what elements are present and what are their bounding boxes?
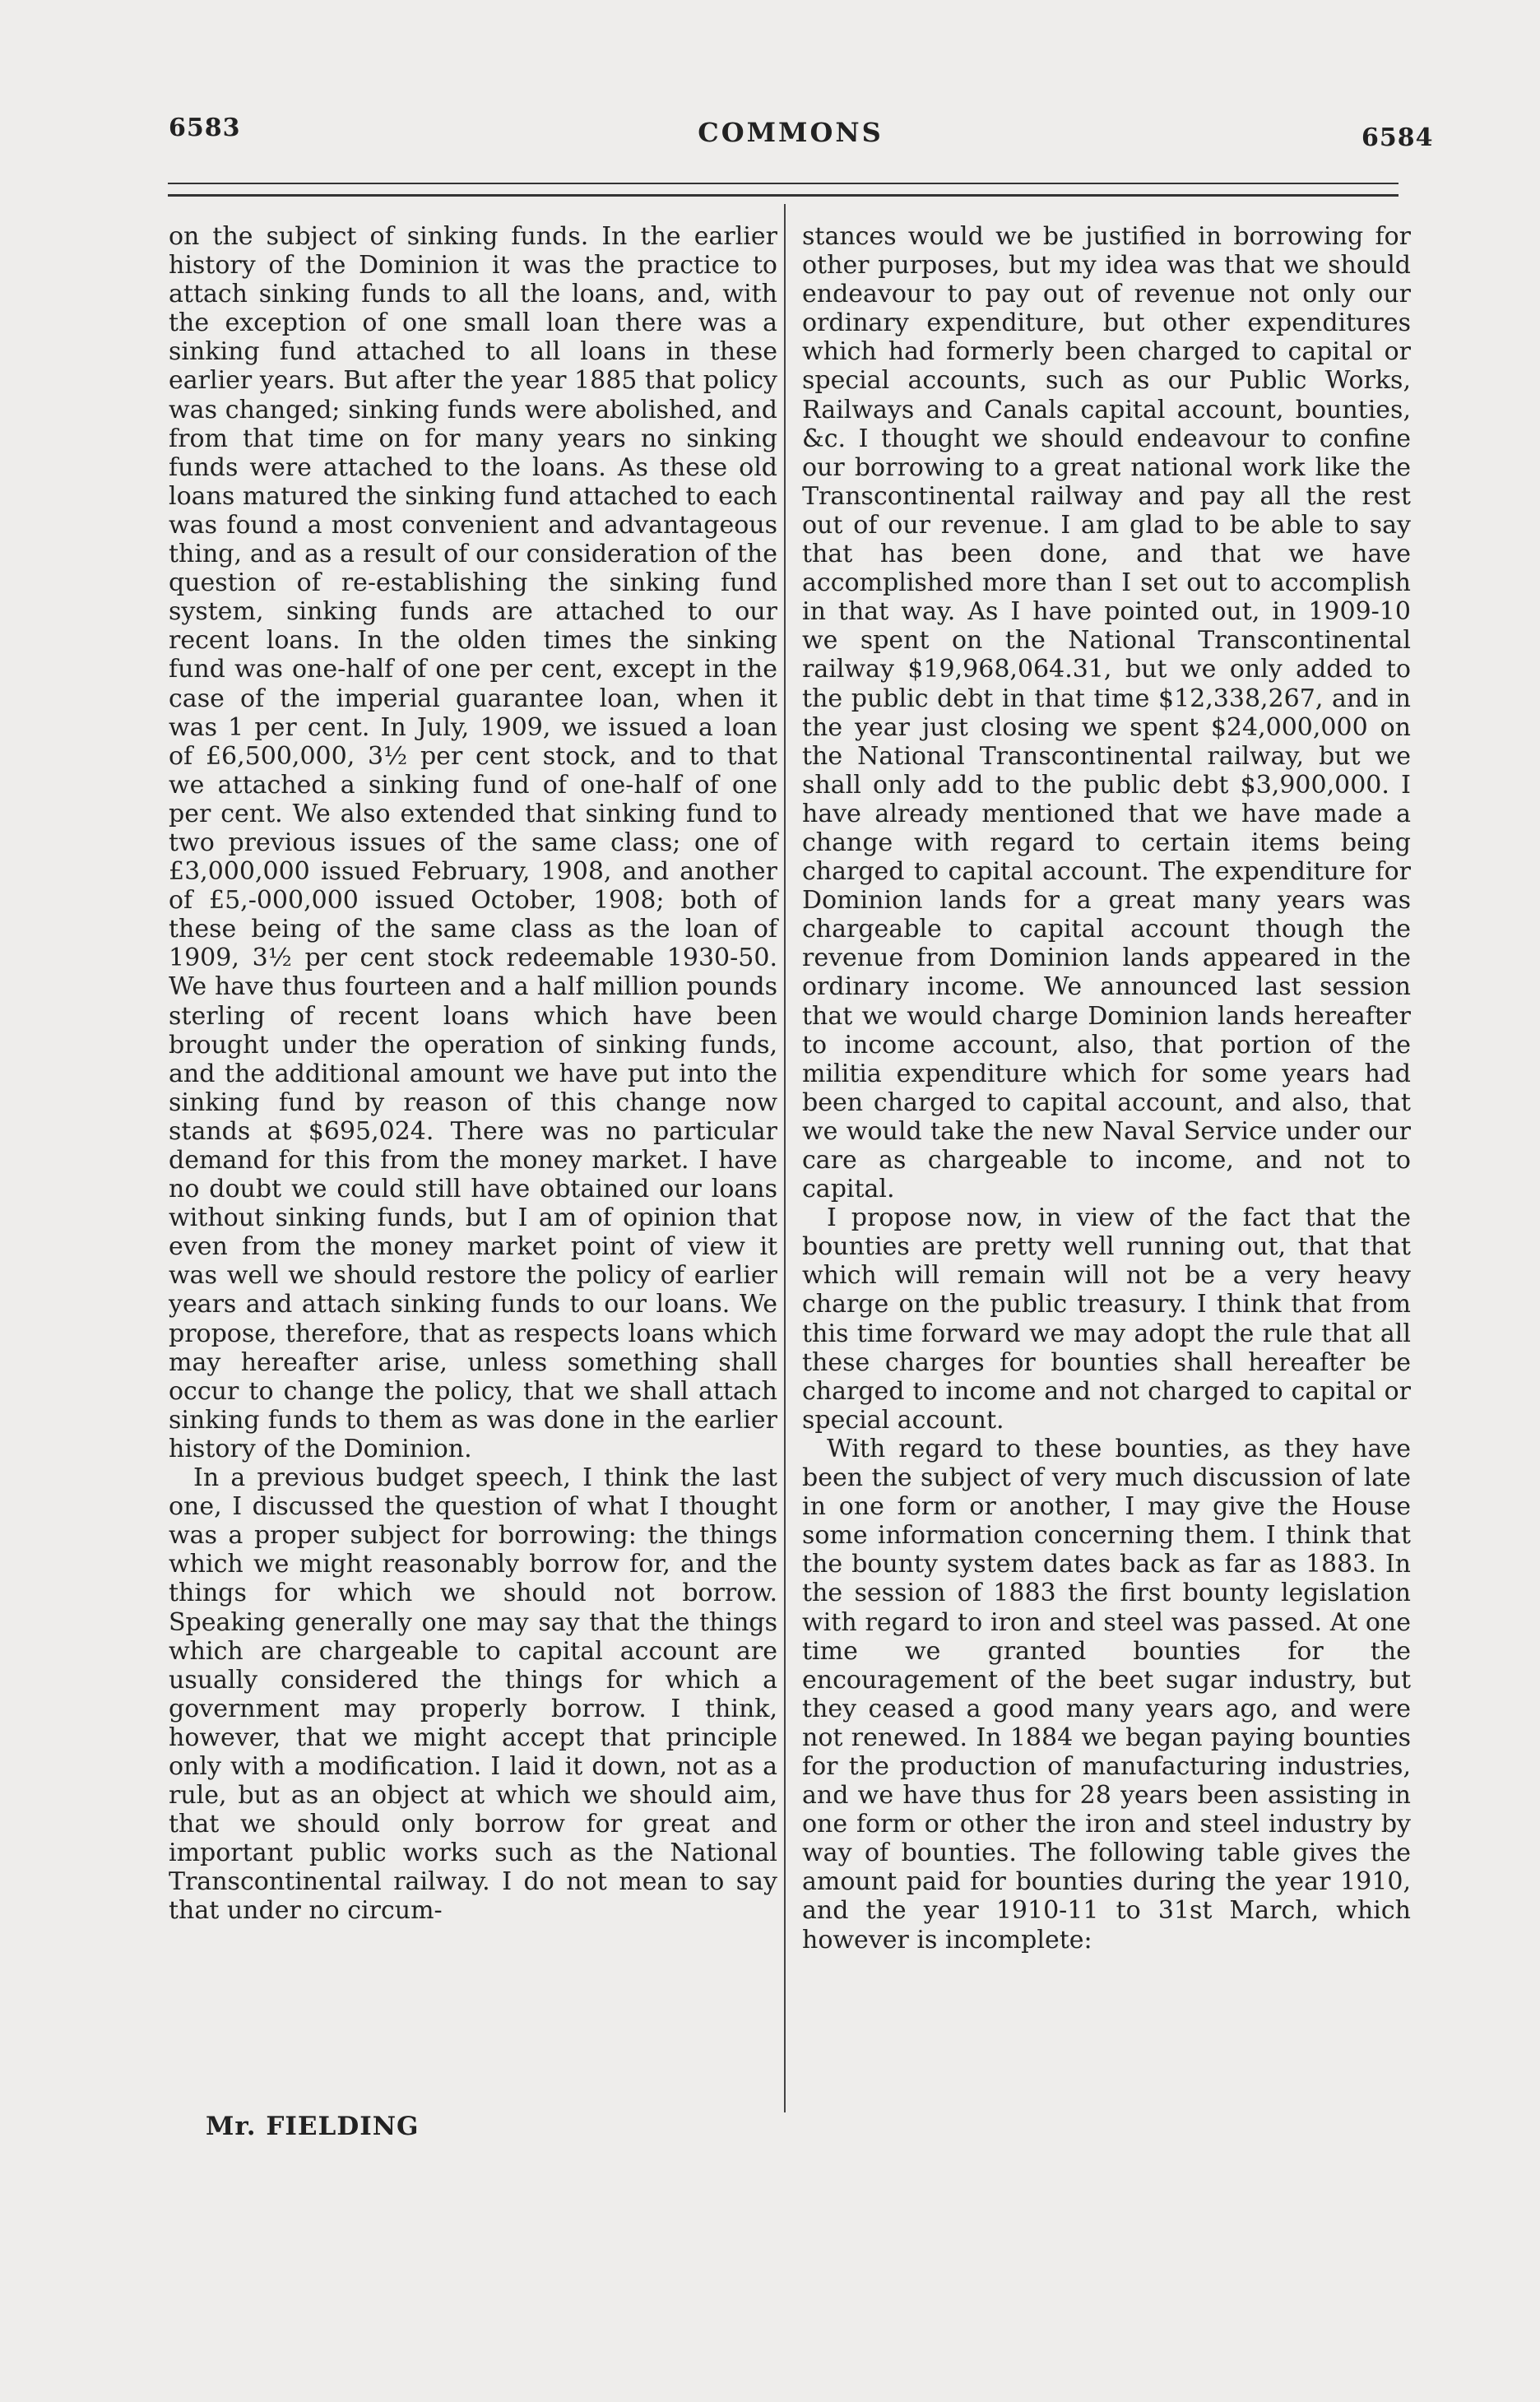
speaker-name: Mr. FIELDING bbox=[206, 2112, 420, 2141]
right-column bbox=[802, 222, 1411, 1955]
left-paragraph-1: on the subject of sinking funds. In the earlier history of the Dominion it was the practice to attach sinking funds to all the loans, and, with the exception of one small loan there was a sinking fund attached to all loans in these earlier years. But after the year 1885 that policy was changed; sinking funds were abolished, and from that time on for many years no sinking funds were attached to the loans. As these old loans matured the sinking fund attached to each was found a most convenient and advantageous thing, and as a result of our consideration of the question of re-establishing the sinking fund system, sinking funds are attached to our recent loans. In the olden times the sinking fund was one-half of one per cent, except in the case of the imperial guarantee loan, when it was 1 per cent. In July, 1909, we issued a loan of £6,500,000, 3½ per cent stock, and to that we attached a sinking fund of one-half of one per cent. We also extended that sinking fund to two previous issues of the same class; one of £3,000,000 issued February, 1908, and another of £5,-000,000 issued October, 1908; both of these being of the same class as the loan of 1909, 3½ per cent stock redeemable 1930-50. We have thus fourteen and a half million pounds sterling of recent loans which have been brought under the operation of sinking funds, and the additional amount we have put into the sinking fund by reason of this change now stands at $695,024. There was no particular demand for this from the money market. I have no doubt we could still have obtained our loans without sinking funds, but I am of opinion that even from the money market point of view it was well we should restore the policy of earlier years and attach sinking funds to our loans. We propose, therefore, that as respects loans which may hereafter arise, unless something shall occur to change the policy, that we shall attach sinking funds to them as was done in the earlier history of the Dominion. bbox=[169, 222, 777, 1463]
header-rule-top bbox=[168, 183, 1399, 184]
page-number-left: 6583 bbox=[169, 114, 241, 142]
column-divider bbox=[784, 204, 786, 2112]
left-paragraph-2: In a previous budget speech, I think the last one, I discussed the question of what I thought was a proper subject for borrowing: the things which we might reasonably borrow for, and the things for which we should not borrow. Speaking generally one may say that the things which are chargeable to capital account are usually considered the things for which a government may properly borrow. I think, however, that we might accept that principle only with a modification. I laid it down, not as a rule, but as an object at which we should aim, that we should only borrow for great and important public works such as the National Transcontinental railway. I do not mean to say that under no circum- bbox=[169, 1463, 777, 1926]
page-number-right: 6584 bbox=[1361, 123, 1434, 152]
left-column bbox=[169, 222, 777, 1926]
page-title: COMMONS bbox=[698, 117, 884, 148]
right-paragraph-1: stances would we be justified in borrowing for other purposes, but my idea was that we should endeavour to pay out of revenue not only our ordinary expenditure, but other expenditures which had formerly been charged to capital or special accounts, such as our Public Works, Railways and Canals capital account, bounties, &c. I thought we should endeavour to confine our borrowing to a great national work like the Transcontinental railway and pay all the rest out of our revenue. I am glad to be able to say that has been done, and that we have accomplished more than I set out to accomplish in that way. As I have pointed out, in 1909-10 we spent on the National Transcontinental railway $19,968,064.31, but we only added to the public debt in that time $12,338,267, and in the year just closing we spent $24,000,000 on the National Transcontinental railway, but we shall only add to the public debt $3,900,000. I have already mentioned that we have made a change with regard to certain items being charged to capital account. The expenditure for Dominion lands for a great many years was chargeable to capital account though the revenue from Dominion lands appeared in the ordinary income. We announced last session that we would charge Dominion lands hereafter to income account, also, that portion of the militia expenditure which for some years had been charged to capital account, and also, that we would take the new Naval Service under our care as chargeable to income, and not to capital. bbox=[802, 222, 1411, 1204]
header-rule-bottom bbox=[168, 194, 1399, 197]
right-paragraph-3: With regard to these bounties, as they have been the subject of very much discussion of late in one form or another, I may give the House some information concerning them. I think that the bounty system dates back as far as 1883. In the session of 1883 the first bounty legislation with regard to iron and steel was passed. At one time we granted bounties for the encouragement of the beet sugar industry, but they ceased a good many years ago, and were not renewed. In 1884 we began paying bounties for the production of manufacturing industries, and we have thus for 28 years been assisting in one form or other the iron and steel industry by way of bounties. The following table gives the amount paid for bounties during the year 1910, and the year 1910-11 to 31st March, which however is incomplete: bbox=[802, 1434, 1411, 1955]
right-paragraph-2: I propose now, in view of the fact that the bounties are pretty well running out, that that which will remain will not be a very heavy charge on the public treasury. I think that from this time forward we may adopt the rule that all these charges for bounties shall hereafter be charged to income and not charged to capital or special account. bbox=[802, 1203, 1411, 1435]
